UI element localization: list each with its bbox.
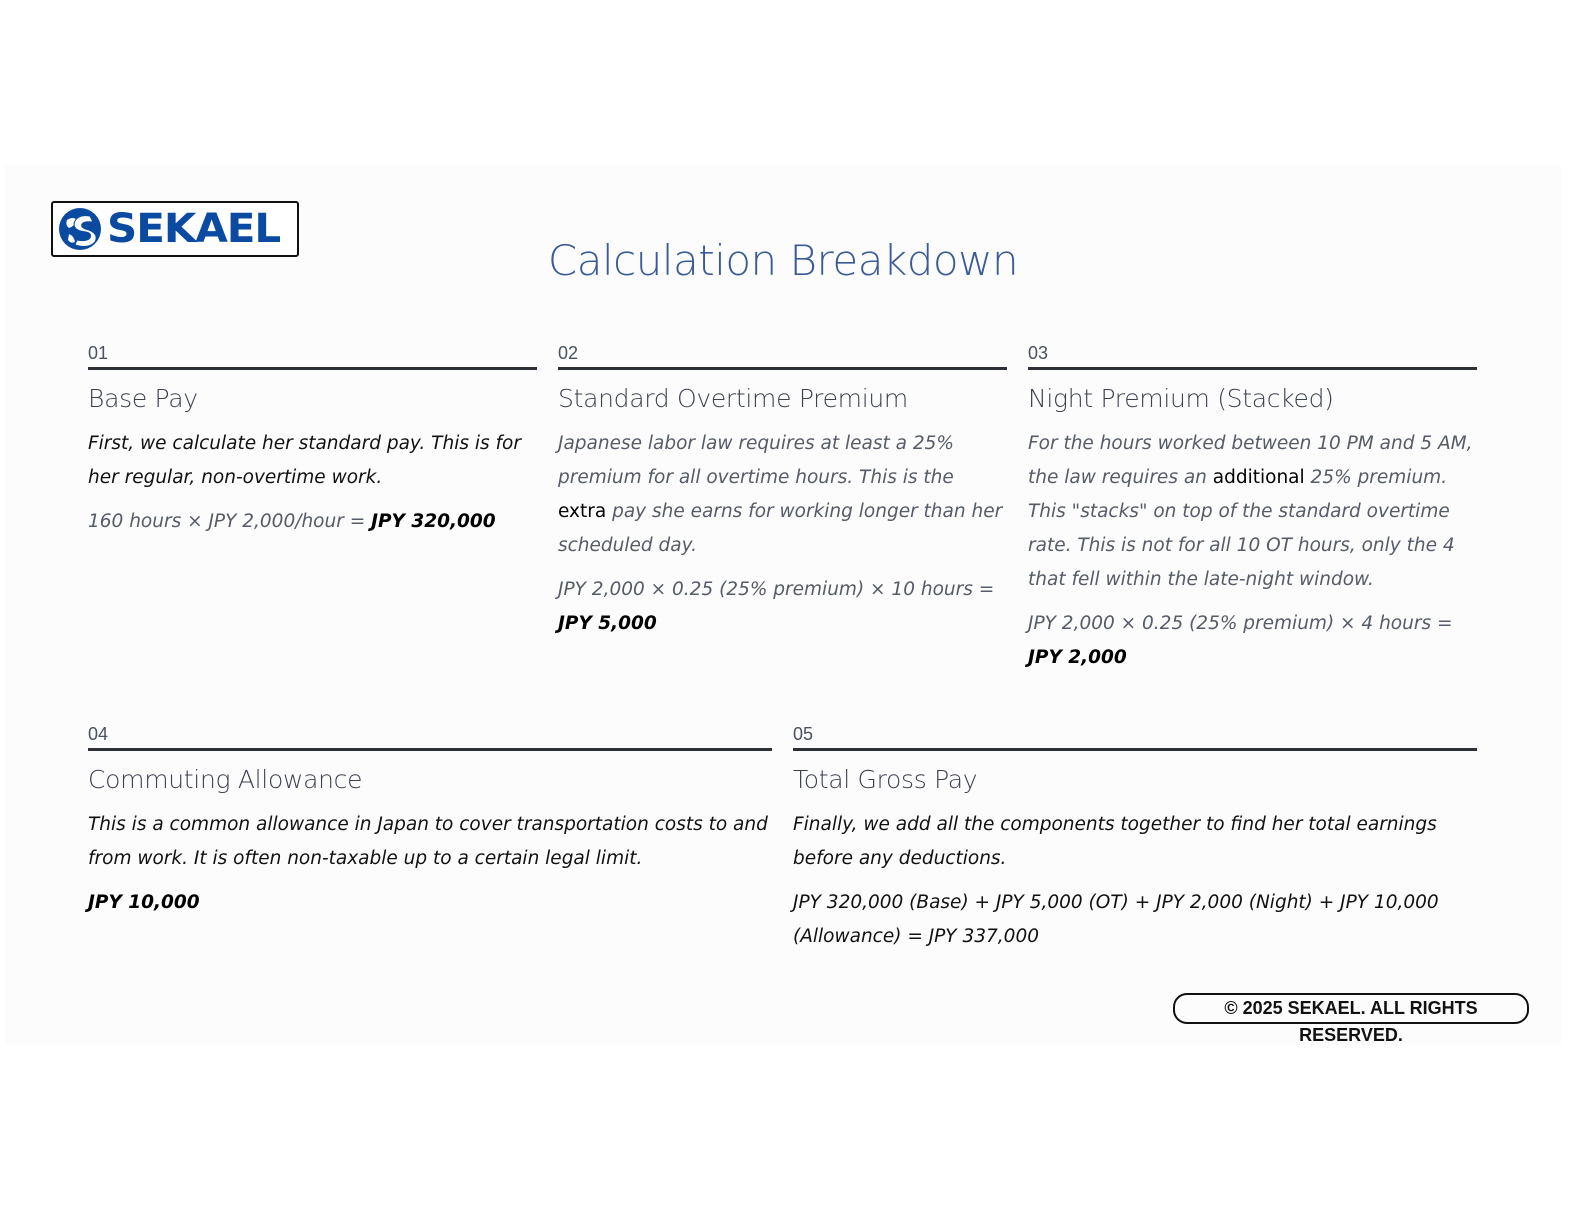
card-formula: JPY 320,000 (Base) + JPY 5,000 (OT) + JPY 2,000 (Night) + JPY 10,000 (Allowance) = JPY 337,000 (793, 892, 1439, 947)
card-total (793, 724, 1477, 954)
card-description: Finally, we add all the components together to find her total earnings before any deductions. (793, 814, 1437, 869)
logo-text: SEKAEL (107, 206, 281, 252)
formula-result: JPY 320,000 (371, 511, 496, 532)
card-number: 04 (88, 724, 109, 744)
card-formula (88, 886, 772, 920)
card-description: First, we calculate her standard pay. This is for her regular, non-overtime work. (88, 433, 521, 488)
card-overtime (558, 343, 1007, 641)
divider (558, 367, 1007, 370)
card-title: Commuting Allowance (88, 765, 363, 794)
card-description: This is a common allowance in Japan to cover transportation costs to and from work. It is often non-taxable up to a certain legal limit. (88, 814, 768, 869)
copyright-badge: © 2025 SEKAEL. ALL RIGHTS RESERVED. (1173, 993, 1529, 1024)
card-number: 05 (793, 724, 814, 744)
card-title: Standard Overtime Premium (558, 384, 908, 413)
card-base-pay (88, 343, 537, 539)
card-number: 02 (558, 343, 579, 363)
formula-text: JPY 2,000 × 0.25 (25% premium) × 10 hours = (558, 579, 995, 600)
formula-result: JPY 2,000 (1028, 647, 1127, 668)
formula-result: JPY 10,000 (88, 892, 200, 913)
page-title: Calculation Breakdown (547, 236, 1019, 285)
card-description (558, 427, 1007, 563)
formula-result: JPY 5,000 (558, 613, 657, 634)
desc-text: For the hours worked between 10 PM and 5 AM, the law requires an (1028, 433, 1473, 488)
card-title: Total Gross Pay (793, 765, 978, 794)
card-title: Night Premium (Stacked) (1028, 384, 1334, 413)
divider (1028, 367, 1477, 370)
card-number: 01 (88, 343, 109, 363)
desc-text: Japanese labor law requires at least a 25% premium for all overtime hours. This is the (558, 433, 954, 488)
card-formula (1028, 607, 1477, 675)
desc-emphasis: additional (1212, 467, 1305, 488)
divider (793, 748, 1477, 751)
card-description (1028, 427, 1477, 597)
desc-text: pay she earns for working longer than her scheduled day. (558, 501, 1003, 556)
formula-text: JPY 2,000 × 0.25 (25% premium) × 4 hours = (1028, 613, 1453, 634)
card-formula (88, 505, 537, 539)
card-formula (558, 573, 1007, 641)
card-title: Base Pay (88, 384, 198, 413)
divider (88, 367, 537, 370)
divider (88, 748, 772, 751)
card-number: 03 (1028, 343, 1049, 363)
desc-emphasis: extra (558, 501, 607, 522)
formula-text: 160 hours × JPY 2,000/hour = (88, 511, 372, 532)
card-night-premium (1028, 343, 1477, 675)
desc-text: 25% premium. This "stacks" on top of the standard overtime rate. This is not for all 10 OT hours, only the 4 that fell within the late-night window. (1028, 467, 1455, 590)
card-commuting (88, 724, 772, 920)
